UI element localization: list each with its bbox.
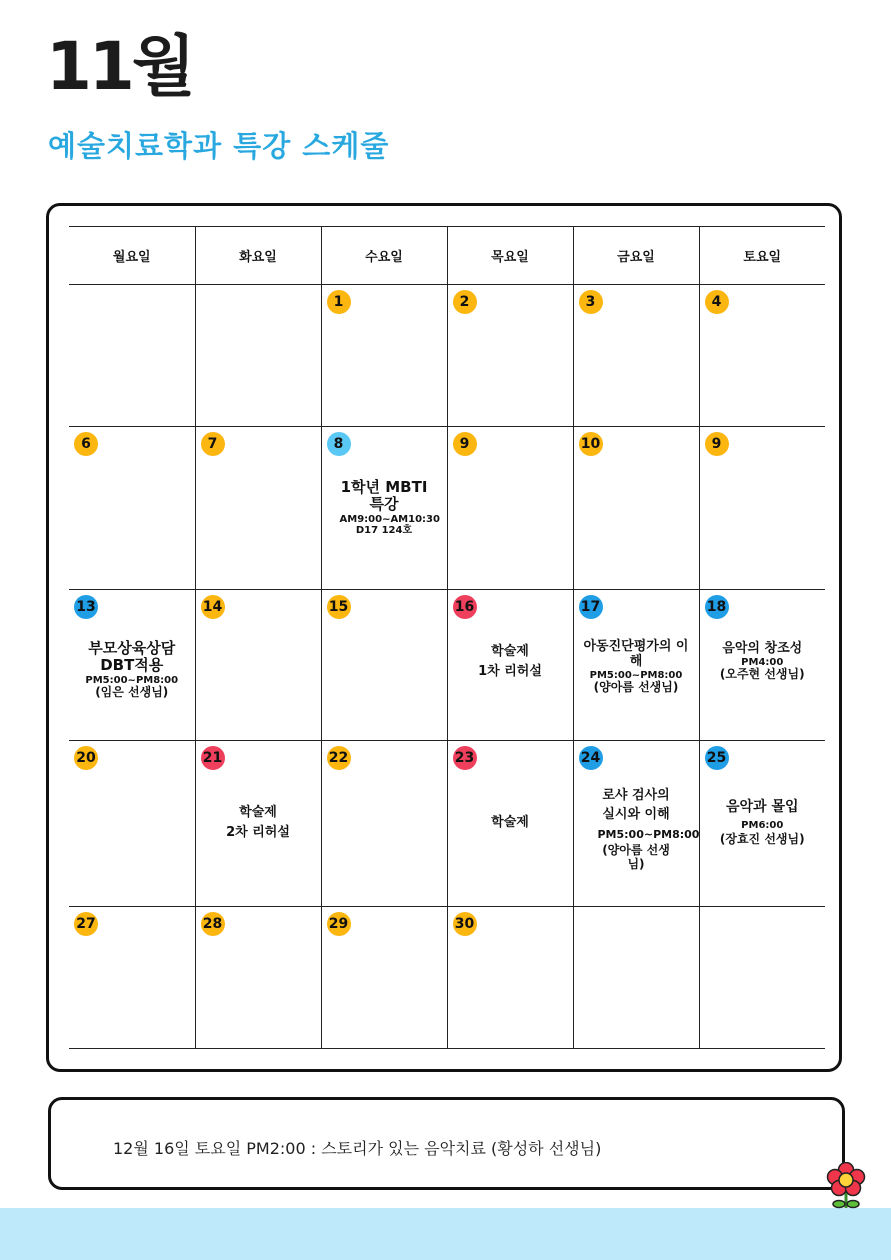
date-badge: 6 [74,432,98,456]
footer-bar [0,1208,891,1260]
event-place: D17 124호 [355,525,413,536]
date-badge: 7 [201,432,225,456]
day-cell [195,590,321,741]
event-line1: 학술제 [491,644,529,659]
week-row-5 [69,907,825,1049]
day-cell [699,590,825,741]
day-cell [69,427,195,590]
day-cell [447,285,573,427]
day-cell [321,427,447,590]
date-badge: 10 [579,432,603,456]
event-teacher: (임은 선생님) [95,685,169,699]
weekday-thu: 목요일 [447,227,573,285]
day-cell [69,590,195,741]
day-cell [447,741,573,907]
date-badge: 30 [453,912,477,936]
event-teacher: (장효진 선생님) [719,832,805,846]
date-badge: 21 [201,746,225,770]
day-cell-empty [195,285,321,427]
day-cell [699,285,825,427]
date-badge: 9 [705,432,729,456]
schedule-subtitle: 예술치료학과 특강 스케줄 [48,129,390,163]
date-badge: 22 [327,746,351,770]
event-music-flow [700,797,826,847]
weekday-mon: 월요일 [69,227,195,285]
day-cell [699,427,825,590]
day-cell [195,741,321,907]
day-cell [321,590,447,741]
event-rehearsal-1 [448,642,573,681]
date-badge: 23 [453,746,477,770]
date-badge: 2 [453,290,477,314]
date-badge: 27 [74,912,98,936]
day-cell [573,285,699,427]
event-line1: 학술제 [239,805,277,820]
date-badge: 14 [201,595,225,619]
day-cell [699,741,825,907]
day-cell [573,427,699,590]
weekday-fri: 금요일 [573,227,699,285]
date-badge: 15 [327,595,351,619]
event-time: PM5:00~PM8:00 [85,674,179,686]
date-badge: 17 [579,595,603,619]
date-badge: 13 [74,595,98,619]
day-cell [321,907,447,1049]
calendar-table [69,226,825,1049]
day-cell [195,427,321,590]
event-title: 음악의 창조성 [722,641,803,656]
event-line2: 2차 리허설 [226,824,290,840]
month-title: 11월 [46,28,193,105]
weekday-sat: 토요일 [699,227,825,285]
date-badge: 9 [453,432,477,456]
day-cell [321,285,447,427]
date-badge: 24 [579,746,603,770]
event-line1: 학술제 [491,815,529,830]
event-teacher: (오주현 선생님) [719,667,805,682]
weekday-tue: 화요일 [195,227,321,285]
date-badge: 1 [327,290,351,314]
event-title: 음악과 몰입 [726,799,799,815]
event-time: PM5:00~PM8:00 [597,827,700,841]
event-teacher: (양아름 선생님) [593,680,679,695]
note-text: 12월 16일 토요일 PM2:00 : 스토리가 있는 음악치료 (황성하 선생님) [113,1139,602,1158]
date-badge: 28 [201,912,225,936]
week-row-1 [69,285,825,427]
day-cell-empty [69,285,195,427]
day-cell [447,907,573,1049]
day-cell [69,741,195,907]
weekday-header-row [69,227,825,285]
date-badge: 20 [74,746,98,770]
event-time: PM6:00 [741,820,784,831]
weekday-wed: 수요일 [321,227,447,285]
day-cell [447,590,573,741]
event-mbti [322,479,447,537]
event-dbt [69,640,195,700]
event-rehearsal-2 [196,803,321,842]
day-cell [573,741,699,907]
date-badge: 18 [705,595,729,619]
event-title: 1학년 MBTI특강 [340,478,428,514]
event-teacher: (양아름 선생님) [602,843,670,872]
date-badge: 4 [705,290,729,314]
date-badge: 29 [327,912,351,936]
week-row-4 [69,741,825,907]
event-rorschach [574,787,699,872]
day-cell-empty [699,907,825,1049]
event-time: PM4:00 [741,656,784,668]
day-cell [321,741,447,907]
day-cell-empty [573,907,699,1049]
day-cell [573,590,699,741]
note-box [48,1097,845,1190]
event-line2: 1차 리허설 [478,663,542,679]
date-badge: 8 [327,432,351,456]
week-row-3 [69,590,825,741]
event-time: AM9:00~AM10:30 [339,513,440,525]
event-child-assessment [574,640,699,695]
event-festival [448,813,573,833]
event-title: 아동진단평가의 이해 [583,639,689,669]
day-cell [69,907,195,1049]
event-music-creativity [700,642,826,682]
event-title: 로샤 검사의 실시와 이해 [602,788,670,822]
day-cell [195,907,321,1049]
date-badge: 3 [579,290,603,314]
date-badge: 16 [453,595,477,619]
event-title: 부모상육상담 DBT적용 [88,639,176,675]
date-badge: 25 [705,746,729,770]
event-time: PM5:00~PM8:00 [589,669,683,681]
day-cell [447,427,573,590]
flower-icon [824,1162,868,1212]
week-row-2 [69,427,825,590]
